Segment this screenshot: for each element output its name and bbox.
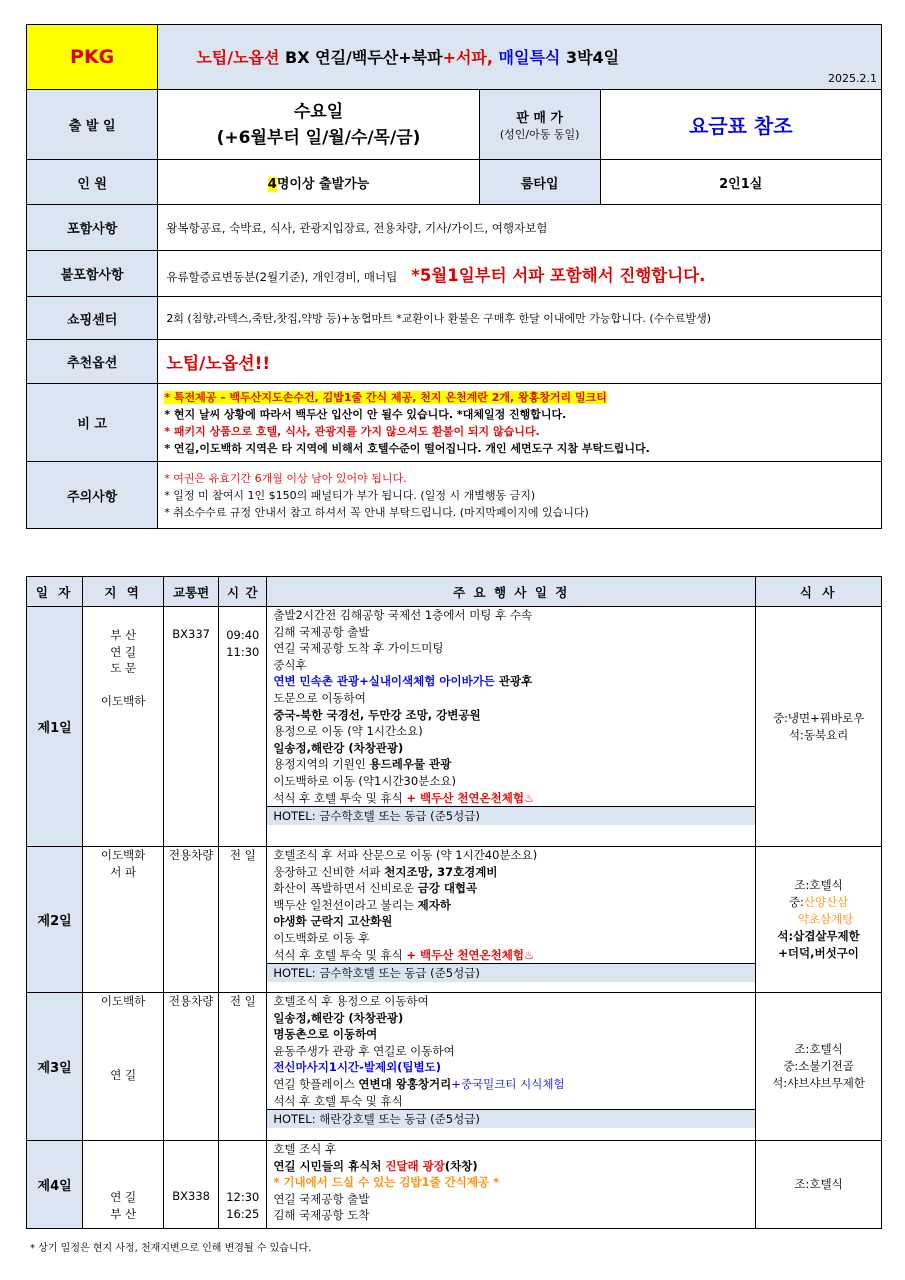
hotel-info: HOTEL: 금수학호텔 또는 동급 (준5성급) — [267, 963, 755, 982]
time-cell: 전 일 — [219, 847, 267, 993]
transport-cell: 전용차량 — [164, 847, 219, 993]
departure-extra: (+6월부터 일/월/수/목/금) — [216, 127, 421, 148]
remark-value — [158, 384, 882, 462]
pkg-badge: PKG — [27, 25, 158, 90]
document-date: 2025.2.1 — [828, 72, 877, 85]
include-label: 포함사항 — [27, 205, 158, 251]
meal: 조:호텔식 — [794, 878, 843, 892]
itinerary-line: 호텔조식 후 용정으로 이동하여 — [273, 994, 429, 1008]
col-day: 일 자 — [27, 577, 83, 607]
itinerary-line — [267, 1158, 755, 1175]
itinerary-line: 김해 국제공항 출발 — [273, 624, 370, 639]
region: 부 산 — [110, 628, 137, 642]
itinerary-text: 화산이 폭발하면서 신비로운 — [273, 881, 418, 896]
itinerary-line: 석식 후 호텔 투숙 및 휴식 — [273, 1093, 403, 1108]
region: 이도백화 — [100, 848, 146, 862]
itinerary-line: 호텔 조식 후 — [273, 1142, 337, 1156]
itinerary-highlight: + 백두산 천연온천체험♨ — [406, 947, 535, 962]
meal: 석:삽겹살무제한 — [777, 929, 860, 943]
time-cell: 전 일 — [219, 993, 267, 1141]
region: 연 길 — [110, 1068, 137, 1082]
meal: 조:호텔식 — [794, 1042, 843, 1056]
itinerary-line — [267, 864, 755, 881]
exclude-note: *5월1일부터 서파 포함해서 진행합니다. — [411, 265, 706, 285]
title-part: 노팁/노옵션 — [196, 48, 280, 67]
departure-label: 출 발 일 — [27, 90, 158, 160]
region: 이도백하 — [100, 994, 146, 1008]
day-label: 제4일 — [27, 1141, 83, 1229]
day-row — [27, 847, 882, 993]
itinerary-cell — [267, 1141, 756, 1229]
option-value: 노팁/노옵션!! — [158, 340, 882, 384]
itinerary-text: 석식 후 호텔 투숙 및 휴식 — [273, 947, 407, 962]
meal-special: 산양산삼 — [803, 895, 849, 909]
itinerary-text: 용정지역의 기원인 — [273, 757, 370, 772]
itinerary-line: 중식후 — [273, 657, 307, 672]
itinerary-text: 용드레우물 관광 — [369, 757, 452, 772]
exclude-value — [158, 251, 882, 297]
region-cell — [83, 847, 164, 993]
itinerary-text: 석식 후 호텔 투숙 및 휴식 — [273, 790, 407, 805]
time-cell — [219, 1141, 267, 1229]
departure-day: 수요일 — [293, 101, 344, 122]
title-part: 매일특식 — [492, 48, 561, 67]
itinerary-line: 출발2시간전 김해공항 국제선 1층에서 미팅 후 수속 — [273, 608, 533, 622]
itinerary-text: 연길 시민들의 휴식처 — [273, 1158, 386, 1173]
day-label: 제3일 — [27, 993, 83, 1141]
col-transport: 교통편 — [164, 577, 219, 607]
region: 도 문 — [110, 661, 137, 676]
itinerary-line — [267, 880, 755, 897]
itinerary-line: 일송정,해란강 (차창관광) — [273, 740, 404, 755]
itinerary-line — [267, 1076, 755, 1093]
itinerary-cell — [267, 607, 756, 847]
option-label: 추천옵션 — [27, 340, 158, 384]
itinerary-line: * 기내에서 드실 수 있는 김밥1줄 간식제공 * — [273, 1175, 500, 1190]
itinerary-line: 중국-북한 국경선, 두만강 조망, 강변공원 — [273, 707, 481, 722]
itinerary-line: 용정으로 이동 (약 1시간소요) — [273, 724, 423, 739]
caution-line: * 여권은 유효기간 6개월 이상 남아 있어야 됩니다. — [164, 471, 407, 485]
itinerary-line: 이도백화로 이동 후 — [273, 930, 370, 945]
region-cell — [83, 607, 164, 847]
region: 연 길 — [110, 1190, 137, 1204]
itinerary-line: 연길 국제공항 출발 — [273, 1191, 370, 1206]
caution-line: * 취소수수료 규정 안내서 참고 하셔서 꼭 안내 부탁드립니다. (마지막페이지에 있습니다) — [164, 505, 589, 519]
transport-cell: BX338 — [164, 1141, 219, 1229]
meal-cell — [756, 847, 882, 993]
shop-label: 쇼핑센터 — [27, 297, 158, 340]
caution-label: 주의사항 — [27, 462, 158, 529]
meal: 석:샤브샤브무제한 — [772, 1076, 865, 1090]
itinerary-cell — [267, 847, 756, 993]
price-label: 판 매 가 — [516, 111, 563, 126]
col-main: 주 요 행 사 일 정 — [267, 577, 756, 607]
exclude-text: 유류할증료변동분(2월기준), 개인경비, 매너팁 — [166, 269, 398, 284]
meal: 석:동북요리 — [788, 727, 849, 742]
room-label: 룸타입 — [479, 160, 600, 205]
time-cell — [219, 607, 267, 847]
title-part: BX 연길/백두산+북파 — [279, 48, 443, 67]
region: 부 산 — [110, 1206, 137, 1221]
day-row — [27, 993, 882, 1141]
itinerary-line: 전신마사지1시간-발제외(팁별도) — [273, 1060, 442, 1075]
itinerary-line: 이도백하로 이동 (약1시간30분소요) — [273, 773, 456, 788]
transport-cell: BX337 — [164, 607, 219, 847]
meal-cell — [756, 993, 882, 1141]
price-sub: (성인/아동 동일) — [499, 128, 580, 141]
title-part: +서파, — [442, 48, 493, 67]
itinerary-text: 금강 대협곡 — [417, 881, 478, 896]
people-num: 4 — [267, 176, 277, 192]
col-time: 시 간 — [219, 577, 267, 607]
caution-line: * 일정 미 참여시 1인 $150의 패널티가 부가 됩니다. (일정 시 개별행동 금지) — [164, 488, 536, 502]
meal-special: 약초삼계탕 — [797, 912, 854, 926]
day-label: 제1일 — [27, 607, 83, 847]
package-title — [158, 25, 882, 90]
meal: 중:냉면+꿔바로우 — [772, 710, 865, 725]
itinerary-line — [267, 790, 755, 807]
footnote: * 상기 일정은 현지 사정, 천재지변으로 인해 변경될 수 있습니다. — [30, 1243, 312, 1254]
people-label: 인 원 — [27, 160, 158, 205]
col-meal: 식 사 — [756, 577, 882, 607]
itinerary-highlight: 연변 민속촌 관광+실내이색체험 아이바가든 — [273, 674, 495, 689]
region: 연 길 — [110, 644, 137, 659]
transport-cell: 전용차량 — [164, 993, 219, 1141]
itinerary-line: 일송정,해란강 (차창관광) — [273, 1010, 404, 1025]
hotel-info: HOTEL: 해란강호텔 또는 동급 (준5성급) — [267, 1109, 755, 1128]
people-value — [158, 160, 479, 205]
itinerary-text: 천지조망, 37호경계비 — [384, 864, 498, 879]
room-value: 2인1실 — [600, 160, 882, 205]
meal: 중:소불기전골 — [783, 1059, 854, 1073]
itinerary-line: 명동촌으로 이동하여 — [273, 1027, 378, 1042]
itinerary-text: 관광후 — [494, 674, 533, 689]
itinerary-line: 호텔조식 후 서파 산문으로 이동 (약 1시간40분소요) — [273, 848, 538, 862]
remark-line: * 패키지 상품으로 호텔, 식사, 관광지를 가지 않으셔도 환불이 되지 않습니다. — [164, 424, 540, 438]
time: 12:30 — [226, 1190, 260, 1204]
region: 이도백하 — [100, 693, 146, 708]
people-rest: 명이상 출발가능 — [276, 176, 370, 192]
title-part: 3박4일 — [560, 48, 620, 67]
itinerary-line: 김해 국제공항 도착 — [273, 1208, 370, 1223]
meal: +더덕,버섯구이 — [778, 946, 859, 960]
itinerary-text: 백두산 일천선이라고 불리는 — [273, 897, 418, 912]
schedule-table — [26, 576, 882, 1229]
itinerary-line — [267, 897, 755, 914]
region: 서 파 — [110, 864, 137, 879]
time: 11:30 — [226, 644, 260, 659]
itinerary-text: 웅장하고 신비한 서파 — [273, 864, 385, 879]
meal-cell — [756, 607, 882, 847]
meal-text: 중: — [788, 895, 804, 909]
meal — [756, 894, 881, 911]
caution-value — [158, 462, 882, 529]
day-row — [27, 1141, 882, 1229]
remark-line: * 현지 날씨 상황에 따라서 백두산 입산이 안 될수 있습니다. *대체일정 진행합니다. — [164, 407, 567, 421]
itinerary-line: 연길 국제공항 도착 후 가이드미팅 — [273, 641, 444, 656]
itinerary-highlight: +중국밀크티 시식체험 — [451, 1076, 565, 1091]
region-cell — [83, 1141, 164, 1229]
itinerary-line: 도문으로 이동하여 — [273, 690, 366, 705]
day-row — [27, 607, 882, 847]
shop-value: 2회 (침향,라텍스,죽탄,찻집,약방 등)+농협마트 *교환이나 환불은 구매후 한달 이내에만 가능합니다. (수수료발생) — [158, 297, 882, 340]
itinerary-cell — [267, 993, 756, 1141]
exclude-label: 불포함사항 — [27, 251, 158, 297]
include-value: 왕복항공료, 숙박료, 식사, 관광지입장료, 전용차량, 기사/가이드, 여행자보험 — [158, 205, 882, 251]
price-value: 요금표 참조 — [600, 90, 882, 160]
itinerary-text: 연변대 왕홍창거리 — [358, 1076, 452, 1091]
time: 16:25 — [226, 1206, 260, 1221]
price-label-cell — [479, 90, 600, 160]
itinerary-line: 윤동주생가 관광 후 연길로 이동하여 — [273, 1043, 455, 1058]
departure-value — [158, 90, 479, 160]
itinerary-line — [267, 947, 755, 964]
hotel-info: HOTEL: 금수학호텔 또는 동급 (준5성급) — [267, 806, 755, 825]
itinerary-line — [267, 756, 755, 773]
remark-line: * 연길,이도백하 지역은 타 지역에 비해서 호텔수준이 떨어집니다. 개인 세면도구 지참 부탁드립니다. — [164, 441, 650, 455]
itinerary-text: (차창) — [444, 1158, 478, 1173]
meal-cell: 조:호텔식 — [756, 1141, 882, 1229]
itinerary-text: 제자하 — [417, 897, 451, 912]
itinerary-line — [267, 673, 755, 690]
remark-line: * 특전제공 – 백두산지도손수건, 김밥1줄 간식 제공, 천지 온천계란 2개, 왕홍창거리 밀크티 — [164, 390, 607, 404]
region-cell — [83, 993, 164, 1141]
itinerary-line: 야생화 군락지 고산화원 — [273, 914, 393, 929]
itinerary-highlight: + 백두산 천연온천체험♨ — [406, 790, 535, 805]
time: 09:40 — [226, 628, 260, 642]
day-label: 제2일 — [27, 847, 83, 993]
info-table — [26, 24, 882, 529]
itinerary-highlight: 진달래 광장 — [385, 1158, 445, 1173]
remark-label: 비 고 — [27, 384, 158, 462]
itinerary-text: 연길 핫플레이스 — [273, 1076, 359, 1091]
col-region: 지 역 — [83, 577, 164, 607]
